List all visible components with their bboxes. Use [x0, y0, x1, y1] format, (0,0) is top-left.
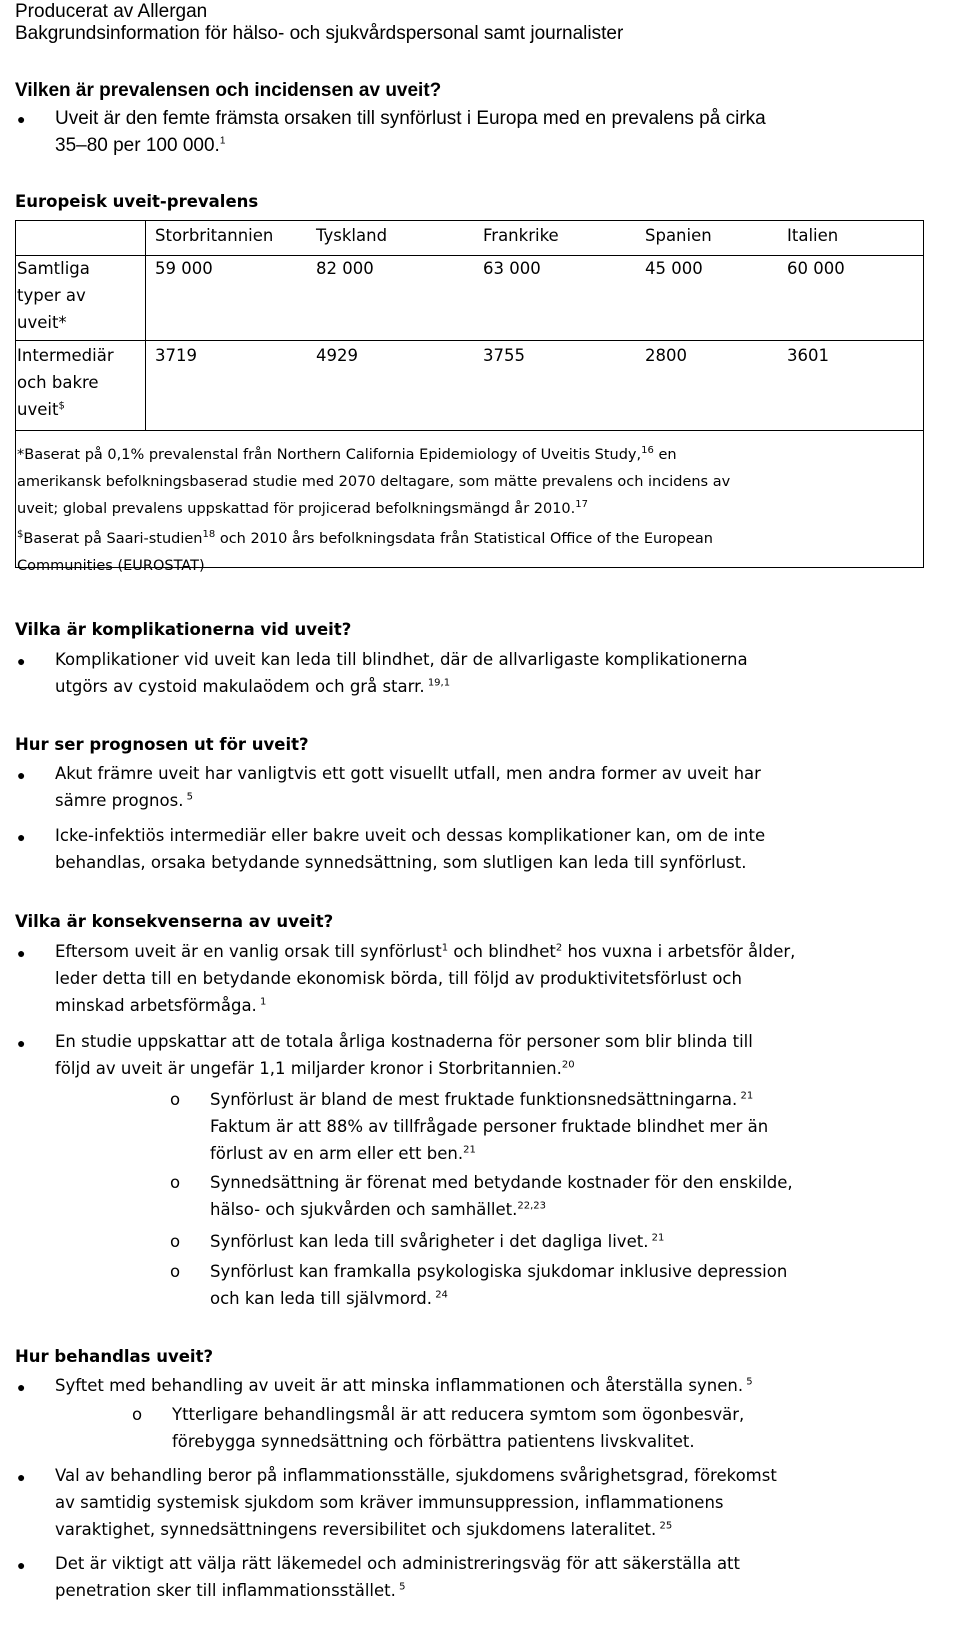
- producer-line: Producerat av Allergan: [15, 1, 208, 22]
- bullet-icon: ●: [17, 829, 26, 845]
- sub-bullet-text: Synförlust är bland de mest fruktade funktionsnedsättningarna. $^{21}$: [210, 1090, 754, 1109]
- bullet-text: Det är viktigt att välja rätt läkemedel och administreringsväg för att säkerställa att: [55, 1554, 740, 1573]
- table-cell: 3719: [155, 346, 197, 365]
- sub-bullet-text-continuation: förlust av en arm eller ett ben.$^{21}$: [210, 1144, 476, 1163]
- sub-bullet-text-continuation: Faktum är att 88% av tillfrågade personer fruktade blindhet mer än: [210, 1117, 769, 1136]
- table-footnote: uveit; global prevalens uppskattad för projicerad befolkningsmängd år 2010.17: [17, 499, 589, 517]
- bullet-text-continuation: leder detta till en betydande ekonomisk börda, till följd av produktivitetsförlust och: [55, 969, 742, 988]
- bullet-text-continuation: av samtidig systemisk sjukdom som kräver immunsuppression, inflammationens: [55, 1493, 724, 1512]
- bullet-text: Eftersom uveit är en vanlig orsak till synförlust$^1$ och blindhet$^2$ hos vuxna i arbetsför ålder,: [55, 942, 796, 961]
- document-subtitle: Bakgrundsinformation för hälso- och sjukvårdspersonal samt journalister: [15, 23, 624, 44]
- table-column-divider: [145, 220, 146, 430]
- table-cell: 60 000: [787, 259, 845, 278]
- sub-bullet-marker: o: [170, 1232, 181, 1251]
- sub-bullet-marker: o: [170, 1262, 181, 1281]
- row-label: uveit*: [17, 313, 67, 332]
- bullet-text: Icke-infektiös intermediär eller bakre uveit och dessas komplikationer kan, om de inte: [55, 826, 766, 845]
- sub-bullet-text: Synförlust kan framkalla psykologiska sjukdomar inklusive depression: [210, 1262, 788, 1281]
- bullet-text: Komplikationer vid uveit kan leda till blindhet, där de allvarligaste komplikationerna: [55, 650, 748, 669]
- section-heading-treatment: Hur behandlas uveit?: [15, 1347, 214, 1366]
- table-cell: 3755: [483, 346, 525, 365]
- bullet-icon: ●: [17, 1035, 26, 1051]
- table-cell: 82 000: [316, 259, 374, 278]
- row-label: uveit$: [17, 400, 65, 419]
- bullet-icon: ●: [17, 1469, 26, 1485]
- row-label: typer av: [17, 286, 86, 305]
- bullet-icon: ●: [17, 111, 26, 127]
- table-cell: 45 000: [645, 259, 703, 278]
- bullet-text-continuation: penetration sker till inflammationsstället. $^5$: [55, 1581, 406, 1600]
- table-footnote: amerikansk befolkningsbaserad studie med 2070 deltagare, som mätte prevalens och incidens av: [17, 474, 731, 490]
- sub-bullet-text-continuation: och kan leda till självmord. $^{24}$: [210, 1289, 448, 1308]
- sub-bullet-text: Ytterligare behandlingsmål är att reducera symtom som ögonbesvär,: [172, 1405, 745, 1424]
- bullet-text-continuation: följd av uveit är ungefär 1,1 miljarder kronor i Storbritannien.$^{20}$: [55, 1059, 575, 1078]
- table-footnote: Communities (EUROSTAT): [17, 558, 205, 574]
- table-title: Europeisk uveit-prevalens: [15, 192, 259, 211]
- bullet-icon: ●: [17, 945, 26, 961]
- bullet-text: En studie uppskattar att de totala årliga kostnaderna för personer som blir blinda till: [55, 1032, 753, 1051]
- sub-bullet-text: Synnedsättning är förenat med betydande kostnader för den enskilde,: [210, 1173, 793, 1192]
- table-cell: 2800: [645, 346, 687, 365]
- section-heading-prevalence: Vilken är prevalensen och incidensen av uveit?: [15, 80, 442, 101]
- table-cell: 59 000: [155, 259, 213, 278]
- section-heading-consequences: Vilka är konsekvenserna av uveit?: [15, 912, 334, 931]
- column-header: Italien: [787, 226, 839, 245]
- bullet-text-continuation: minskad arbetsförmåga. $^1$: [55, 996, 267, 1015]
- table-cell: 63 000: [483, 259, 541, 278]
- column-header: Storbritannien: [155, 226, 274, 245]
- table-footnote-divider: [15, 430, 924, 431]
- section-heading-prognosis: Hur ser prognosen ut för uveit?: [15, 735, 309, 754]
- sub-bullet-marker: o: [170, 1173, 181, 1192]
- table-footnote: $Baserat på Saari-studien$^{18}$ och 2010 års befolkningsdata från Statistical Office of the European: [17, 529, 713, 547]
- row-label: och bakre: [17, 373, 99, 392]
- table-header-divider: [15, 255, 924, 256]
- table-row-divider: [15, 340, 924, 341]
- column-header: Spanien: [645, 226, 712, 245]
- bullet-text: Syftet med behandling av uveit är att minska inflammationen och återställa synen. $^5$: [55, 1376, 753, 1395]
- column-header: Frankrike: [483, 226, 559, 245]
- row-label: Samtliga: [17, 259, 90, 278]
- table-cell: 4929: [316, 346, 358, 365]
- bullet-icon: ●: [17, 767, 26, 783]
- column-header: Tyskland: [316, 226, 388, 245]
- bullet-text-continuation: 35–80 per 100 000.$^1$: [55, 135, 226, 156]
- row-label: Intermediär: [17, 346, 114, 365]
- bullet-icon: ●: [17, 1379, 26, 1395]
- bullet-text-continuation: utgörs av cystoid makulaödem och grå starr. $^{19,1}$: [55, 677, 451, 696]
- sub-bullet-marker: o: [170, 1090, 181, 1109]
- bullet-text-continuation: varaktighet, synnedsättningens reversibilitet och sjukdomens lateralitet. $^{25}$: [55, 1520, 673, 1539]
- bullet-text: Val av behandling beror på inflammationsställe, sjukdomens svårighetsgrad, förekomst: [55, 1466, 777, 1485]
- bullet-text: Akut främre uveit har vanligtvis ett gott visuellt utfall, men andra former av uveit har: [55, 764, 761, 783]
- bullet-icon: ●: [17, 1557, 26, 1573]
- table-cell: 3601: [787, 346, 829, 365]
- table-footnote: *Baserat på 0,1% prevalenstal från Northern California Epidemiology of Uveitis Study,$^{16}$ en: [17, 445, 677, 463]
- bullet-text-continuation: sämre prognos. $^5$: [55, 791, 194, 810]
- bullet-text: Uveit är den femte främsta orsaken till synförlust i Europa med en prevalens på cirka: [55, 108, 766, 129]
- sub-bullet-marker: o: [132, 1405, 143, 1424]
- section-heading-complications: Vilka är komplikationerna vid uveit?: [15, 620, 352, 639]
- sub-bullet-text-continuation: hälso- och sjukvården och samhället.$^{22,23}$: [210, 1200, 547, 1219]
- sub-bullet-text: Synförlust kan leda till svårigheter i det dagliga livet. $^{21}$: [210, 1232, 665, 1251]
- sub-bullet-text-continuation: förebygga synnedsättning och förbättra patientens livskvalitet.: [172, 1432, 695, 1451]
- bullet-text-continuation: behandlas, orsaka betydande synnedsättning, som slutligen kan leda till synförlust.: [55, 853, 747, 872]
- bullet-icon: ●: [17, 653, 26, 669]
